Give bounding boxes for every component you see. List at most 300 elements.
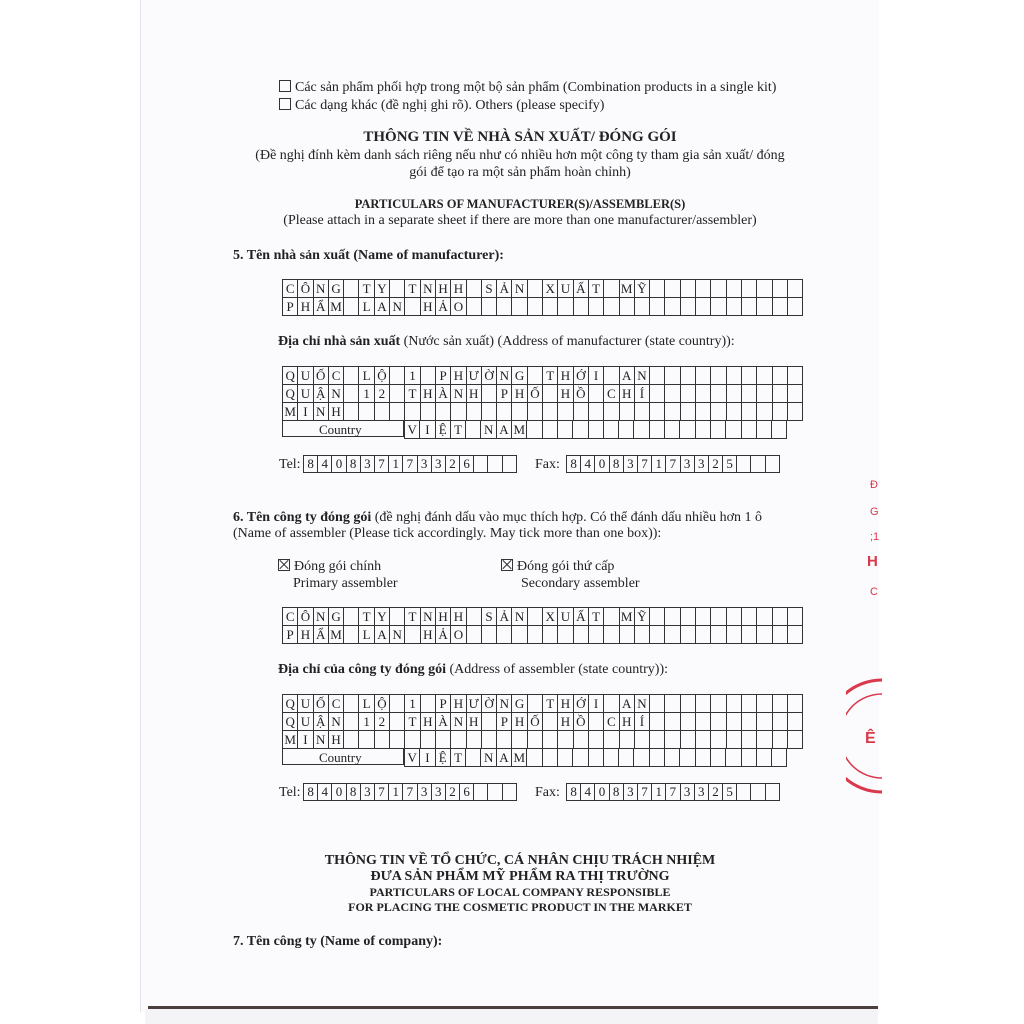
grid-cell[interactable]: N — [451, 385, 466, 403]
grid-cell[interactable]: N — [451, 713, 466, 731]
grid-cell[interactable]: Ô — [298, 608, 313, 626]
grid-cell[interactable] — [772, 421, 787, 439]
grid-cell[interactable] — [696, 713, 711, 731]
grid-cell[interactable] — [711, 713, 726, 731]
grid-cell[interactable]: V — [405, 749, 420, 767]
grid-cell[interactable]: H — [558, 385, 573, 403]
checkbox-icon[interactable] — [279, 80, 291, 92]
grid-cell[interactable] — [527, 367, 542, 385]
grid-cell[interactable] — [420, 403, 435, 421]
grid-cell[interactable]: N — [497, 695, 512, 713]
grid-cell[interactable]: I — [588, 367, 603, 385]
grid-cell[interactable]: 4 — [581, 456, 595, 473]
grid-cell[interactable] — [604, 608, 619, 626]
grid-cell[interactable]: L — [359, 695, 374, 713]
grid-cell[interactable]: 7 — [666, 784, 680, 801]
grid-cell[interactable]: T — [405, 713, 420, 731]
grid-cell[interactable] — [481, 626, 496, 644]
grid-cell[interactable] — [726, 403, 741, 421]
option-others[interactable]: Các dạng khác (đề nghị ghi rõ). Others (please specify) — [279, 97, 604, 114]
primary-assembler-option[interactable]: Đóng gói chính — [278, 558, 381, 575]
grid-cell[interactable] — [741, 731, 756, 749]
grid-cell[interactable] — [527, 626, 542, 644]
grid-cell[interactable] — [650, 626, 665, 644]
grid-cell[interactable] — [435, 403, 450, 421]
grid-cell[interactable]: C — [328, 695, 343, 713]
grid-cell[interactable]: O — [451, 626, 466, 644]
grid-cell[interactable] — [756, 749, 771, 767]
q5-name-grid[interactable] — [282, 279, 803, 316]
grid-cell[interactable] — [711, 731, 726, 749]
grid-cell[interactable] — [527, 731, 542, 749]
grid-cell[interactable]: Ấ — [573, 608, 588, 626]
q6-address-grid[interactable] — [282, 694, 803, 749]
grid-cell[interactable] — [512, 626, 527, 644]
grid-cell[interactable] — [696, 367, 711, 385]
grid-cell[interactable] — [711, 385, 726, 403]
grid-cell[interactable] — [711, 403, 726, 421]
grid-cell[interactable] — [435, 731, 450, 749]
grid-cell[interactable]: X — [543, 608, 558, 626]
grid-cell[interactable] — [737, 456, 751, 473]
grid-cell[interactable]: Ớ — [573, 367, 588, 385]
grid-cell[interactable] — [741, 385, 756, 403]
grid-cell[interactable] — [756, 421, 771, 439]
grid-cell[interactable] — [726, 608, 741, 626]
grid-cell[interactable]: N — [390, 626, 405, 644]
grid-cell[interactable] — [757, 608, 772, 626]
grid-cell[interactable] — [741, 713, 756, 731]
grid-cell[interactable] — [390, 713, 405, 731]
grid-cell[interactable]: U — [298, 367, 313, 385]
option-combination[interactable]: Các sản phẩm phối hợp trong một bộ sản phẩm (Combination products in a single kit) — [279, 79, 776, 96]
grid-cell[interactable] — [741, 695, 756, 713]
grid-cell[interactable]: G — [512, 695, 527, 713]
grid-cell[interactable] — [696, 280, 711, 298]
grid-cell[interactable] — [604, 298, 619, 316]
grid-cell[interactable] — [665, 608, 680, 626]
grid-cell[interactable] — [634, 749, 649, 767]
grid-cell[interactable]: 8 — [304, 784, 318, 801]
grid-cell[interactable]: G — [328, 280, 343, 298]
grid-cell[interactable]: H — [451, 608, 466, 626]
q6-tel-grid[interactable] — [303, 783, 517, 801]
grid-cell[interactable]: M — [284, 732, 296, 747]
grid-cell[interactable]: Ẩ — [313, 626, 328, 644]
grid-cell[interactable]: Y — [374, 280, 389, 298]
grid-cell[interactable]: I — [298, 403, 313, 421]
grid-cell[interactable]: 8 — [346, 456, 360, 473]
grid-cell[interactable] — [710, 421, 725, 439]
grid-cell[interactable]: 7 — [374, 456, 388, 473]
grid-cell[interactable] — [557, 749, 572, 767]
grid-cell[interactable] — [726, 713, 741, 731]
grid-cell[interactable]: H — [298, 298, 313, 316]
grid-cell[interactable] — [390, 385, 405, 403]
grid-cell[interactable] — [680, 695, 695, 713]
grid-cell[interactable] — [751, 784, 765, 801]
grid-cell[interactable] — [741, 608, 756, 626]
grid-cell[interactable] — [649, 421, 664, 439]
grid-cell[interactable] — [390, 367, 405, 385]
grid-cell[interactable]: H — [420, 626, 435, 644]
grid-cell[interactable] — [726, 749, 741, 767]
grid-cell[interactable]: 7 — [403, 784, 417, 801]
grid-cell[interactable] — [680, 731, 695, 749]
grid-cell[interactable]: P — [283, 626, 298, 644]
grid-cell[interactable] — [737, 784, 751, 801]
grid-cell[interactable]: 8 — [567, 456, 581, 473]
grid-cell[interactable]: N — [313, 608, 328, 626]
grid-cell[interactable]: Ả — [497, 280, 512, 298]
grid-cell[interactable]: C — [283, 608, 298, 626]
grid-cell[interactable] — [466, 749, 481, 767]
grid-cell[interactable]: T — [543, 695, 558, 713]
grid-cell[interactable] — [344, 731, 359, 749]
grid-cell[interactable]: 3 — [417, 784, 431, 801]
grid-cell[interactable]: 6 — [460, 784, 474, 801]
grid-cell[interactable] — [543, 403, 558, 421]
grid-cell[interactable] — [604, 695, 619, 713]
grid-cell[interactable] — [527, 749, 542, 767]
grid-cell[interactable]: M — [513, 422, 525, 437]
grid-cell[interactable]: Q — [283, 713, 298, 731]
grid-cell[interactable] — [344, 713, 359, 731]
grid-cell[interactable]: 1 — [652, 784, 666, 801]
grid-cell[interactable] — [695, 421, 710, 439]
grid-cell[interactable] — [344, 608, 359, 626]
grid-cell[interactable] — [787, 298, 802, 316]
grid-cell[interactable]: N — [634, 367, 649, 385]
grid-cell[interactable]: 0 — [332, 456, 346, 473]
grid-cell[interactable] — [405, 626, 420, 644]
grid-cell[interactable]: Ẩ — [313, 298, 328, 316]
grid-cell[interactable] — [696, 385, 711, 403]
grid-cell[interactable] — [650, 608, 665, 626]
grid-cell[interactable] — [502, 456, 516, 473]
grid-cell[interactable] — [573, 731, 588, 749]
grid-cell[interactable] — [634, 731, 649, 749]
grid-cell[interactable] — [787, 731, 802, 749]
grid-cell[interactable] — [558, 626, 573, 644]
grid-cell[interactable]: 8 — [567, 784, 581, 801]
grid-cell[interactable] — [466, 280, 481, 298]
grid-cell[interactable]: U — [298, 713, 313, 731]
grid-cell[interactable] — [649, 749, 664, 767]
grid-cell[interactable]: T — [450, 421, 465, 439]
secondary-assembler-option[interactable]: Đóng gói thứ cấp — [501, 558, 614, 575]
grid-cell[interactable] — [543, 731, 558, 749]
grid-cell[interactable] — [619, 749, 634, 767]
grid-cell[interactable]: 2 — [374, 713, 389, 731]
grid-cell[interactable] — [390, 403, 405, 421]
grid-cell[interactable] — [711, 280, 726, 298]
grid-cell[interactable] — [741, 421, 756, 439]
grid-cell[interactable]: Ồ — [573, 385, 588, 403]
grid-cell[interactable] — [787, 367, 802, 385]
grid-cell[interactable] — [650, 367, 665, 385]
grid-cell[interactable]: T — [450, 749, 465, 767]
grid-cell[interactable] — [680, 749, 695, 767]
grid-cell[interactable] — [527, 695, 542, 713]
grid-cell[interactable] — [344, 403, 359, 421]
grid-cell[interactable] — [772, 608, 787, 626]
grid-cell[interactable]: À — [435, 713, 450, 731]
q5-country-grid[interactable] — [404, 420, 787, 439]
grid-cell[interactable] — [558, 731, 573, 749]
grid-cell[interactable] — [710, 749, 725, 767]
grid-cell[interactable] — [772, 626, 787, 644]
grid-cell[interactable] — [665, 385, 680, 403]
grid-cell[interactable]: 3 — [680, 784, 694, 801]
grid-cell[interactable] — [588, 626, 603, 644]
grid-cell[interactable]: H — [435, 280, 450, 298]
grid-cell[interactable] — [420, 367, 435, 385]
grid-cell[interactable]: 0 — [595, 456, 609, 473]
grid-cell[interactable] — [481, 385, 496, 403]
grid-cell[interactable]: S — [481, 608, 496, 626]
grid-cell[interactable]: X — [543, 280, 558, 298]
grid-cell[interactable] — [466, 421, 481, 439]
grid-cell[interactable]: I — [298, 731, 313, 749]
grid-cell[interactable]: Ả — [497, 608, 512, 626]
grid-cell[interactable] — [527, 298, 542, 316]
grid-cell[interactable]: 4 — [318, 456, 332, 473]
grid-cell[interactable] — [588, 421, 603, 439]
checked-box-icon[interactable] — [278, 559, 290, 571]
grid-cell[interactable]: 8 — [609, 784, 623, 801]
grid-cell[interactable]: H — [328, 403, 343, 421]
grid-cell[interactable]: I — [420, 749, 435, 767]
grid-cell[interactable]: H — [558, 713, 573, 731]
grid-cell[interactable] — [573, 749, 588, 767]
grid-cell[interactable]: N — [313, 731, 328, 749]
grid-cell[interactable] — [757, 695, 772, 713]
grid-cell[interactable] — [650, 731, 665, 749]
grid-cell[interactable]: 2 — [708, 784, 722, 801]
grid-cell[interactable]: H — [558, 367, 573, 385]
grid-cell[interactable]: Ậ — [313, 713, 328, 731]
grid-cell[interactable] — [757, 298, 772, 316]
grid-cell[interactable]: C — [283, 280, 298, 298]
grid-cell[interactable]: A — [374, 626, 389, 644]
grid-cell[interactable] — [741, 280, 756, 298]
grid-cell[interactable] — [757, 713, 772, 731]
grid-cell[interactable] — [787, 713, 802, 731]
grid-cell[interactable]: H — [298, 626, 313, 644]
grid-cell[interactable] — [665, 713, 680, 731]
grid-cell[interactable] — [619, 421, 634, 439]
checked-box-icon[interactable] — [501, 559, 513, 571]
grid-cell[interactable] — [741, 367, 756, 385]
q5-address-grid[interactable] — [282, 366, 803, 421]
grid-cell[interactable]: L — [359, 367, 374, 385]
grid-cell[interactable] — [650, 280, 665, 298]
grid-cell[interactable]: H — [466, 713, 481, 731]
grid-cell[interactable]: N — [420, 280, 435, 298]
grid-cell[interactable]: H — [328, 731, 343, 749]
grid-cell[interactable] — [772, 280, 787, 298]
grid-cell[interactable]: H — [451, 367, 466, 385]
grid-cell[interactable]: Ờ — [481, 695, 496, 713]
grid-cell[interactable]: M — [620, 281, 633, 296]
grid-cell[interactable]: A — [619, 367, 634, 385]
grid-cell[interactable] — [344, 280, 359, 298]
grid-cell[interactable] — [543, 298, 558, 316]
grid-cell[interactable]: Ấ — [573, 280, 588, 298]
grid-cell[interactable] — [573, 298, 588, 316]
grid-cell[interactable]: C — [328, 367, 343, 385]
grid-cell[interactable] — [497, 298, 512, 316]
grid-cell[interactable] — [588, 731, 603, 749]
grid-cell[interactable] — [650, 298, 665, 316]
grid-cell[interactable]: 3 — [694, 456, 708, 473]
grid-cell[interactable] — [543, 713, 558, 731]
grid-cell[interactable] — [741, 749, 756, 767]
grid-cell[interactable] — [665, 298, 680, 316]
grid-cell[interactable]: Ư — [466, 695, 481, 713]
grid-cell[interactable] — [481, 731, 496, 749]
grid-cell[interactable] — [497, 626, 512, 644]
grid-cell[interactable]: 1 — [359, 385, 374, 403]
grid-cell[interactable]: Í — [634, 713, 649, 731]
grid-cell[interactable]: 3 — [623, 784, 637, 801]
grid-cell[interactable]: U — [298, 385, 313, 403]
grid-cell[interactable]: 5 — [723, 456, 737, 473]
grid-cell[interactable] — [696, 608, 711, 626]
grid-cell[interactable]: 2 — [374, 385, 389, 403]
grid-cell[interactable] — [542, 749, 557, 767]
grid-cell[interactable]: 1 — [652, 456, 666, 473]
grid-cell[interactable] — [634, 626, 649, 644]
grid-cell[interactable] — [481, 403, 496, 421]
grid-cell[interactable] — [634, 298, 649, 316]
grid-cell[interactable] — [451, 731, 466, 749]
grid-cell[interactable]: 7 — [637, 784, 651, 801]
grid-cell[interactable]: 1 — [405, 695, 420, 713]
grid-cell[interactable]: P — [435, 367, 450, 385]
grid-cell[interactable]: A — [619, 695, 634, 713]
grid-cell[interactable] — [787, 385, 802, 403]
q6-country-grid[interactable] — [404, 748, 787, 767]
grid-cell[interactable]: N — [512, 608, 527, 626]
grid-cell[interactable]: À — [435, 385, 450, 403]
grid-cell[interactable]: Ả — [435, 626, 450, 644]
grid-cell[interactable] — [680, 367, 695, 385]
grid-cell[interactable]: N — [634, 695, 649, 713]
grid-cell[interactable]: 1 — [359, 713, 374, 731]
grid-cell[interactable]: Í — [634, 385, 649, 403]
grid-cell[interactable] — [390, 695, 405, 713]
grid-cell[interactable] — [772, 713, 787, 731]
grid-cell[interactable] — [634, 421, 649, 439]
grid-cell[interactable]: Ệ — [435, 421, 450, 439]
grid-cell[interactable]: 5 — [723, 784, 737, 801]
grid-cell[interactable] — [497, 403, 512, 421]
grid-cell[interactable]: 1 — [389, 784, 403, 801]
grid-cell[interactable] — [481, 298, 496, 316]
grid-cell[interactable]: N — [512, 280, 527, 298]
grid-cell[interactable]: H — [451, 695, 466, 713]
grid-cell[interactable]: Ả — [435, 298, 450, 316]
grid-cell[interactable] — [497, 731, 512, 749]
grid-cell[interactable]: N — [420, 608, 435, 626]
grid-cell[interactable] — [726, 731, 741, 749]
grid-cell[interactable]: 7 — [637, 456, 651, 473]
grid-cell[interactable] — [466, 626, 481, 644]
grid-cell[interactable]: 7 — [666, 456, 680, 473]
grid-cell[interactable]: 6 — [460, 456, 474, 473]
grid-cell[interactable]: O — [451, 298, 466, 316]
grid-cell[interactable] — [757, 367, 772, 385]
grid-cell[interactable]: H — [466, 385, 481, 403]
grid-cell[interactable]: A — [374, 298, 389, 316]
grid-cell[interactable] — [344, 385, 359, 403]
grid-cell[interactable]: H — [619, 713, 634, 731]
grid-cell[interactable]: I — [420, 421, 435, 439]
grid-cell[interactable]: Ỹ — [634, 608, 649, 626]
grid-cell[interactable]: Ư — [466, 367, 481, 385]
grid-cell[interactable] — [588, 403, 603, 421]
grid-cell[interactable]: Ộ — [374, 695, 389, 713]
grid-cell[interactable]: G — [328, 608, 343, 626]
grid-cell[interactable]: Ờ — [481, 367, 496, 385]
grid-cell[interactable]: T — [405, 608, 420, 626]
grid-cell[interactable] — [680, 608, 695, 626]
grid-cell[interactable] — [696, 695, 711, 713]
grid-cell[interactable] — [772, 385, 787, 403]
grid-cell[interactable] — [696, 403, 711, 421]
grid-cell[interactable] — [751, 456, 765, 473]
grid-cell[interactable] — [557, 421, 572, 439]
grid-cell[interactable]: M — [330, 299, 342, 314]
grid-cell[interactable]: Ố — [313, 367, 328, 385]
grid-cell[interactable]: P — [435, 695, 450, 713]
grid-cell[interactable] — [359, 731, 374, 749]
grid-cell[interactable] — [588, 713, 603, 731]
grid-cell[interactable]: C — [604, 713, 619, 731]
grid-cell[interactable] — [420, 731, 435, 749]
grid-cell[interactable]: 4 — [581, 784, 595, 801]
grid-cell[interactable] — [741, 298, 756, 316]
grid-cell[interactable]: Ô — [298, 280, 313, 298]
grid-cell[interactable] — [604, 626, 619, 644]
grid-cell[interactable]: 8 — [609, 456, 623, 473]
grid-cell[interactable] — [757, 626, 772, 644]
grid-cell[interactable] — [711, 298, 726, 316]
grid-cell[interactable] — [765, 784, 779, 801]
grid-cell[interactable]: A — [496, 749, 511, 767]
grid-cell[interactable] — [619, 626, 634, 644]
grid-cell[interactable] — [665, 749, 680, 767]
grid-cell[interactable] — [680, 280, 695, 298]
grid-cell[interactable] — [665, 403, 680, 421]
grid-cell[interactable] — [696, 626, 711, 644]
grid-cell[interactable]: Ộ — [374, 367, 389, 385]
grid-cell[interactable]: G — [512, 367, 527, 385]
grid-cell[interactable] — [374, 731, 389, 749]
grid-cell[interactable] — [680, 626, 695, 644]
grid-cell[interactable]: Q — [283, 385, 298, 403]
grid-cell[interactable]: U — [558, 280, 573, 298]
grid-cell[interactable] — [619, 403, 634, 421]
grid-cell[interactable]: T — [588, 608, 603, 626]
grid-cell[interactable] — [665, 731, 680, 749]
grid-cell[interactable] — [466, 608, 481, 626]
grid-cell[interactable] — [726, 421, 741, 439]
grid-cell[interactable]: H — [558, 695, 573, 713]
grid-cell[interactable]: 3 — [680, 456, 694, 473]
